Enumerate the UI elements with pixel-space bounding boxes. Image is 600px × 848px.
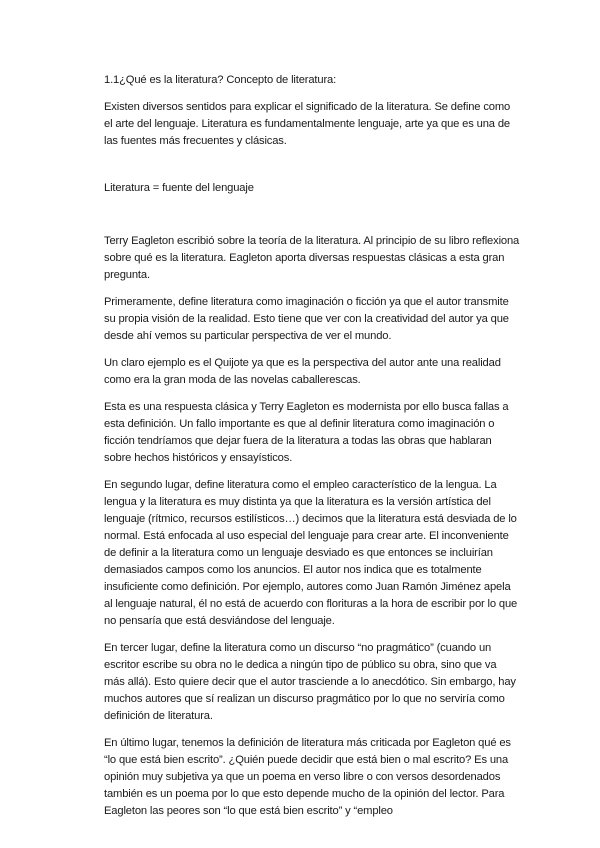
document-body bbox=[104, 72, 520, 830]
section-heading: 1.1¿Qué es la literatura? Concepto de literatura: bbox=[104, 74, 337, 86]
paragraph-quijote-example: Un claro ejemplo es el Quijote ya que es la perspectiva del autor ante una realidad como era la gran moda de las novelas caballerescas. bbox=[104, 357, 501, 386]
paragraph-eagleton: Terry Eagleton escribió sobre la teoría de la literatura. Al principio de su libro reflexiona sobre qué es la literatura. Eagleton aporta diversas respuestas clásicas a esta gran pregunta. bbox=[104, 235, 520, 281]
paragraph-second-definition: En segundo lugar, define literatura como el empleo característico de la lengua. La lengua y la literatura es muy distinta ya que la literatura es la versión artística del lenguaje (rítmico, recursos estilísticos…) decimos que la literatura está desviada de lo normal. Está enfocada al uso especial del lenguaje para crear arte. El inconveniente de definir a la literatura como un lenguaje desviado es que entonces se incluirían demasiados campos como los anuncios. El autor nos indica que es totalmente insuficiente como definición. Por ejemplo, autores como Juan Ramón Jiménez apela al lenguaje natural, él no está de acuerdo con florituras a la hora de escribir por lo que no pensaría que está desviándose del lenguaje. bbox=[104, 479, 518, 627]
paragraph-first-definition: Primeramente, define literatura como imaginación o ficción ya que el autor transmite su propia visión de la realidad. Esto tiene que ver con la creatividad del autor ya que desde ahí vemos su particular perspectiva de ver el mundo. bbox=[104, 296, 509, 342]
paragraph-third-definition: En tercer lugar, define la literatura como un discurso “no pragmático” (cuando un escritor escribe su obra no le dedica a ningún tipo de público su obra, sino que va más allá). Esto quiere decir que el autor trasciende a lo anecdótico. Sin embargo, hay muchos autores que sí realizan un discurso pragmático por lo que no serviría como definición de literatura. bbox=[104, 642, 516, 722]
formula-line: Literatura = fuente del lenguaje bbox=[104, 182, 254, 194]
paragraph-critique: Esta es una respuesta clásica y Terry Eagleton es modernista por ello busca fallas a esta definición. Un fallo importante es que al definir literatura como imaginación o ficción tendríamos que dejar fuera de la literatura a todas las obras que hablaran sobre hechos históricos y ensayísticos. bbox=[104, 401, 509, 464]
paragraph-last-definition: En último lugar, tenemos la definición de literatura más criticada por Eagleton qué es “lo que está bien escrito”. ¿Quién puede decidir que está bien o mal escrito? Es una opinión muy subjetiva ya que un poema en verso libre o con versos desordenados también es un poema por lo que esto depende mucho de la opinión del lector. Para Eagleton las peores son “lo que está bien escrito” y “empleo bbox=[104, 737, 511, 817]
intro-paragraph: Existen diversos sentidos para explicar el significado de la literatura. Se define como el arte del lenguaje. Literatura es fundamentalmente lenguaje, arte ya que es una de las fuentes más frecuentes y clásicas. bbox=[104, 101, 511, 147]
